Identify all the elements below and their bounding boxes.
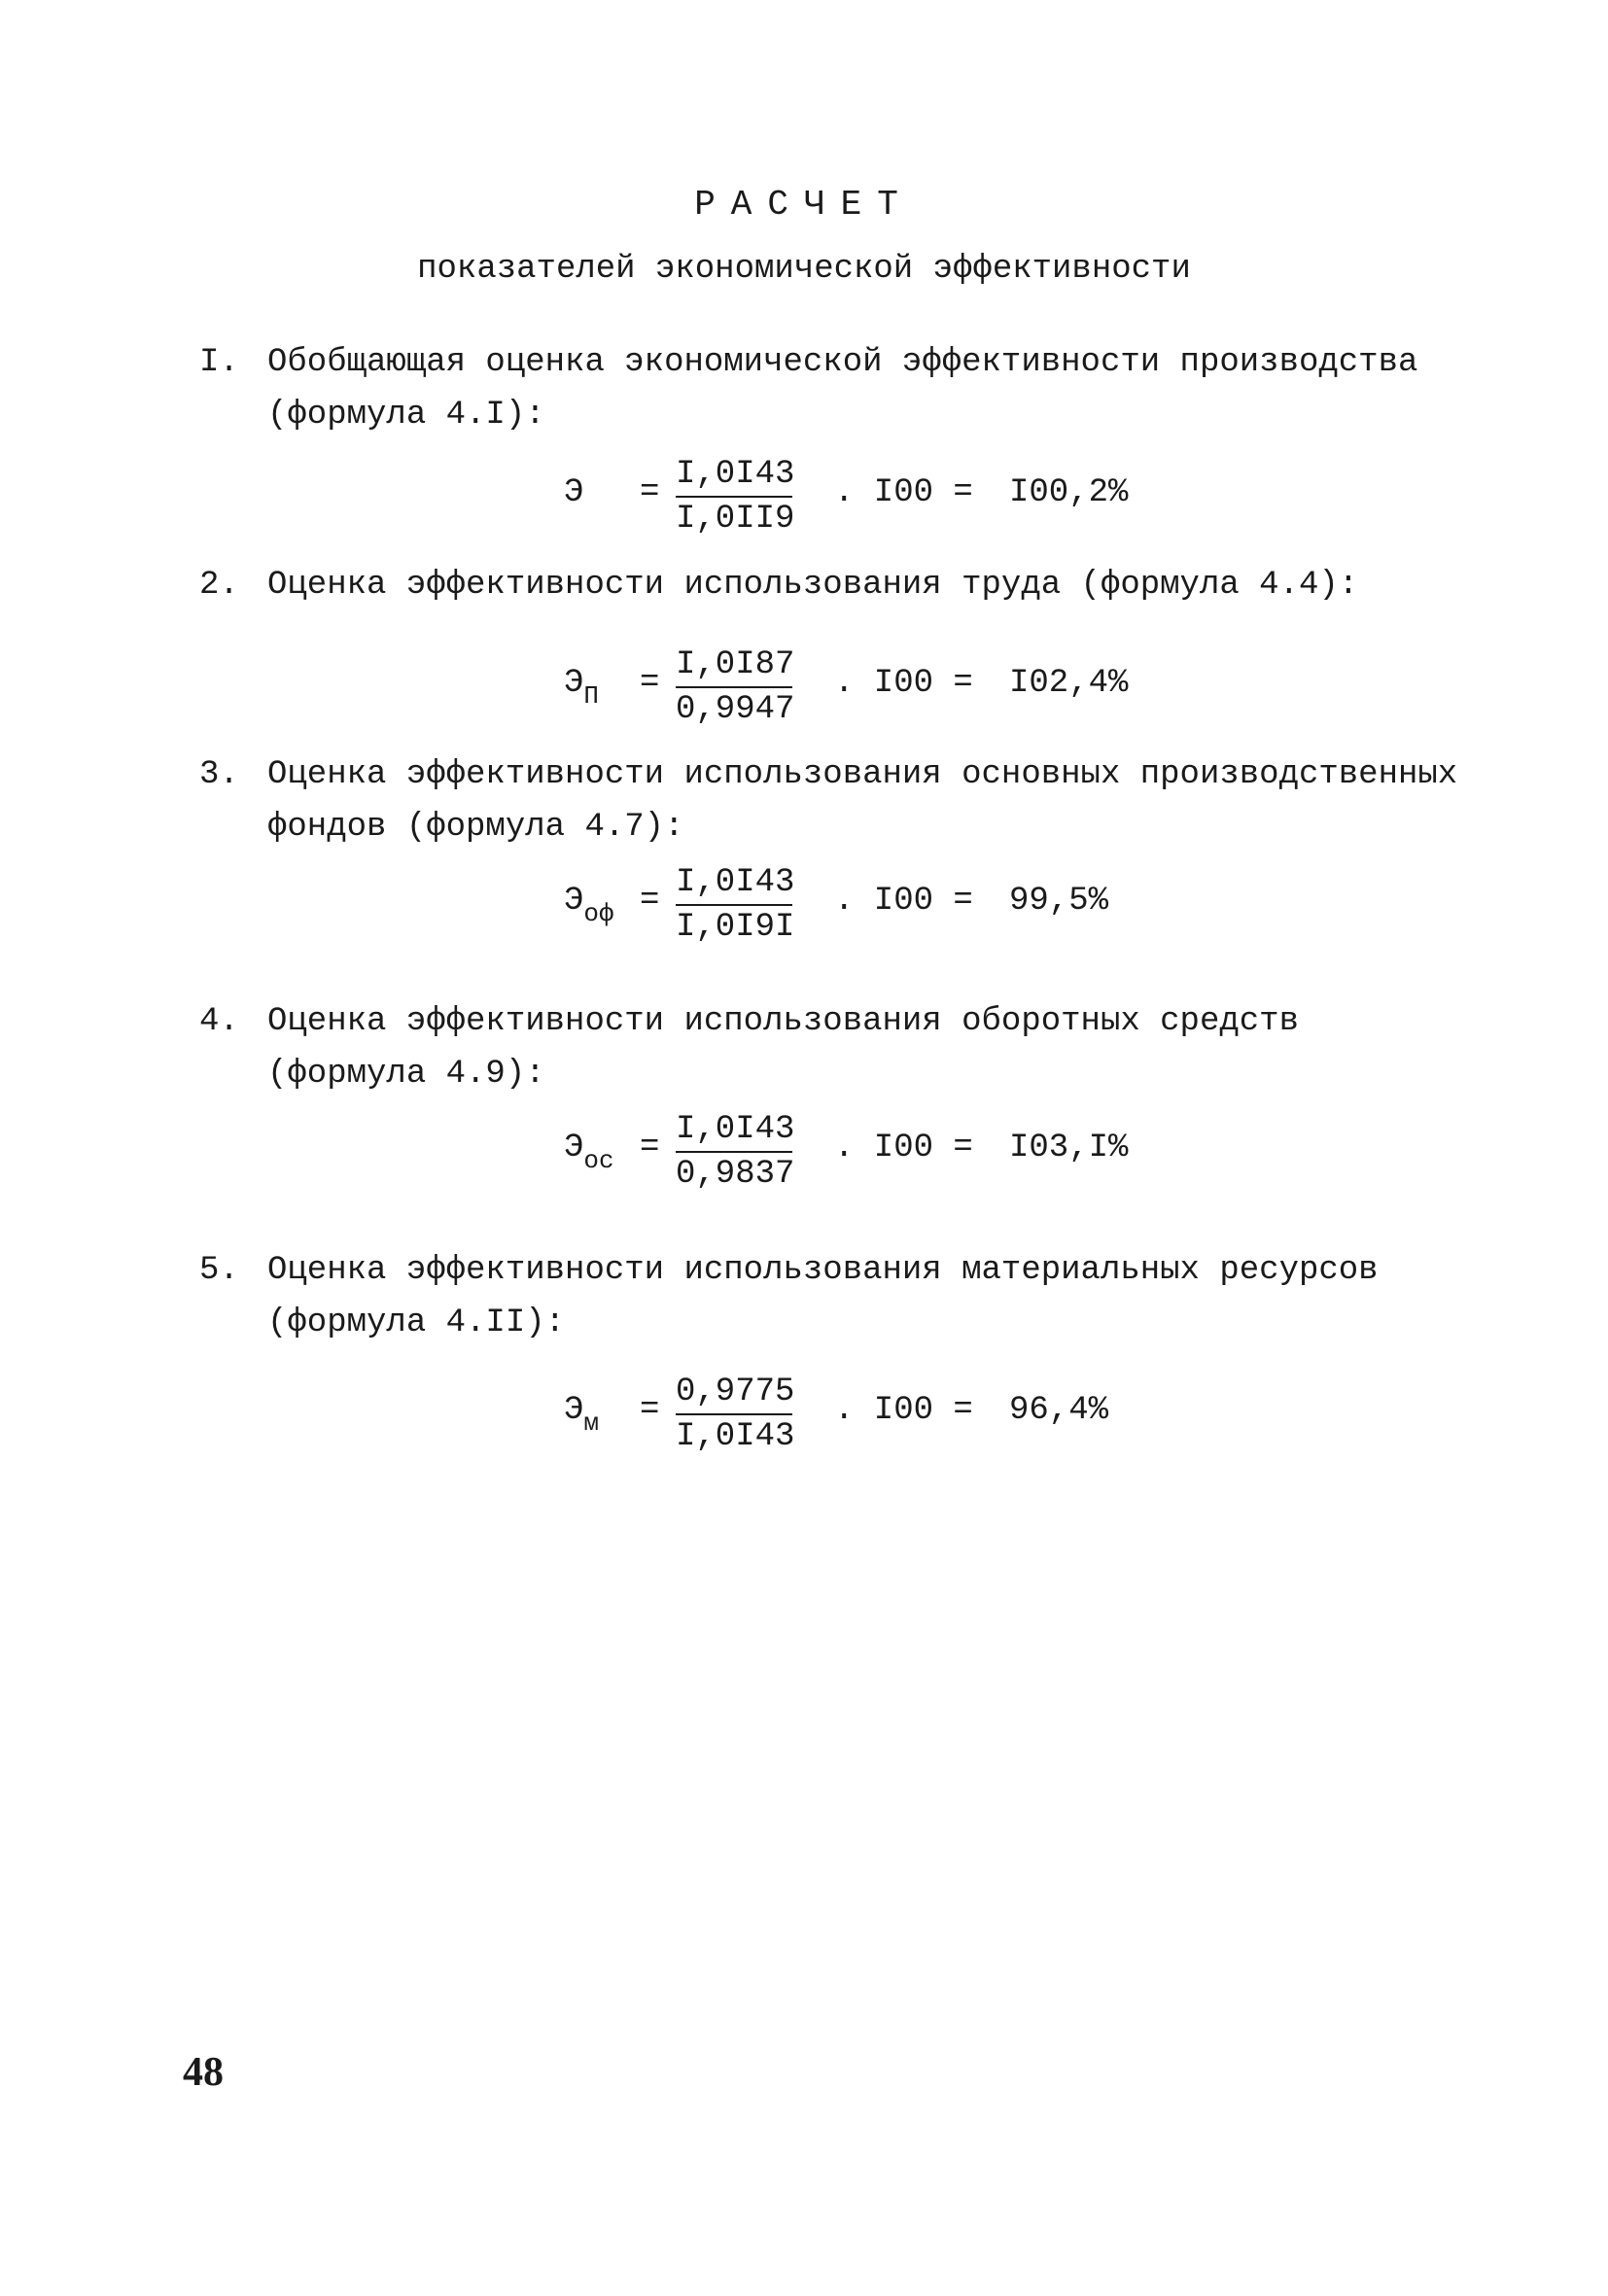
formula-denominator: I,0II9	[676, 501, 795, 538]
formula-multiplier: . I00 =	[834, 474, 973, 511]
item-text: Оценка эффективности использования труда (формула 4.4):	[267, 567, 1359, 604]
page-number: 48	[183, 2050, 224, 2095]
calc-item-3	[199, 748, 1457, 853]
formula-fraction	[676, 1373, 795, 1458]
formula-multiplier: . I00 =	[834, 1392, 973, 1429]
formula-fraction	[676, 645, 795, 731]
formula-symbol: $Э_П$	[564, 665, 600, 711]
formula-denominator: I,0I9I	[676, 909, 795, 946]
formula-equals: =	[640, 1130, 660, 1166]
formula-numerator: I,0I43	[676, 863, 792, 906]
formula-numerator: I,0I87	[676, 645, 792, 688]
item-number: 5.	[199, 1252, 239, 1289]
item-text-continued: (формула 4.I):	[267, 397, 545, 434]
calc-item-1	[199, 336, 1417, 441]
formula-result: I02,4%	[1009, 665, 1129, 702]
formula-symbol: Э	[564, 474, 584, 511]
formula-result: I00,2%	[1009, 474, 1129, 511]
item-text-continued: фондов (формула 4.7):	[267, 809, 684, 846]
calc-item-5	[199, 1244, 1379, 1349]
formula-symbol: $Э_{оф}$	[564, 883, 614, 928]
item-number: 3.	[199, 756, 239, 793]
page-subtitle: показателей экономической эффективности	[417, 251, 1191, 288]
item-number: I.	[199, 344, 239, 381]
formula-multiplier: . I00 =	[834, 883, 973, 920]
formula-result: I03,I%	[1009, 1130, 1129, 1166]
formula-equals: =	[640, 474, 660, 511]
calc-item-2	[199, 559, 1358, 611]
calc-item-4	[199, 995, 1299, 1100]
item-text: Обобщающая оценка экономической эффективности производства	[267, 344, 1418, 381]
item-text: Оценка эффективности использования материальных ресурсов	[267, 1252, 1379, 1289]
page-title: РАСЧЕТ	[694, 185, 914, 225]
item-number: 4.	[199, 1003, 239, 1040]
formula-denominator: 0,9837	[676, 1156, 795, 1193]
formula-result: 96,4%	[1009, 1392, 1109, 1429]
item-text: Оценка эффективности использования оборотных средств	[267, 1003, 1299, 1040]
formula-multiplier: . I00 =	[834, 1130, 973, 1166]
formula-denominator: I,0I43	[676, 1418, 795, 1455]
item-text: Оценка эффективности использования основных производственных	[267, 756, 1458, 793]
item-text-continued: (формула 4.9):	[267, 1056, 545, 1093]
formula-fraction	[676, 1110, 795, 1196]
formula-fraction	[676, 455, 795, 540]
item-number: 2.	[199, 567, 239, 604]
formula-equals: =	[640, 1392, 660, 1429]
formula-symbol: $Э_{ос}$	[564, 1130, 614, 1175]
formula-equals: =	[640, 883, 660, 920]
formula-numerator: I,0I43	[676, 455, 792, 498]
formula-fraction	[676, 863, 795, 949]
item-text-continued: (формула 4.II):	[267, 1305, 566, 1341]
formula-result: 99,5%	[1009, 883, 1109, 920]
formula-denominator: 0,9947	[676, 691, 795, 728]
formula-numerator: I,0I43	[676, 1110, 792, 1153]
formula-equals: =	[640, 665, 660, 702]
formula-numerator: 0,9775	[676, 1373, 792, 1415]
formula-multiplier: . I00 =	[834, 665, 973, 702]
formula-symbol: $Э_м$	[564, 1392, 600, 1438]
